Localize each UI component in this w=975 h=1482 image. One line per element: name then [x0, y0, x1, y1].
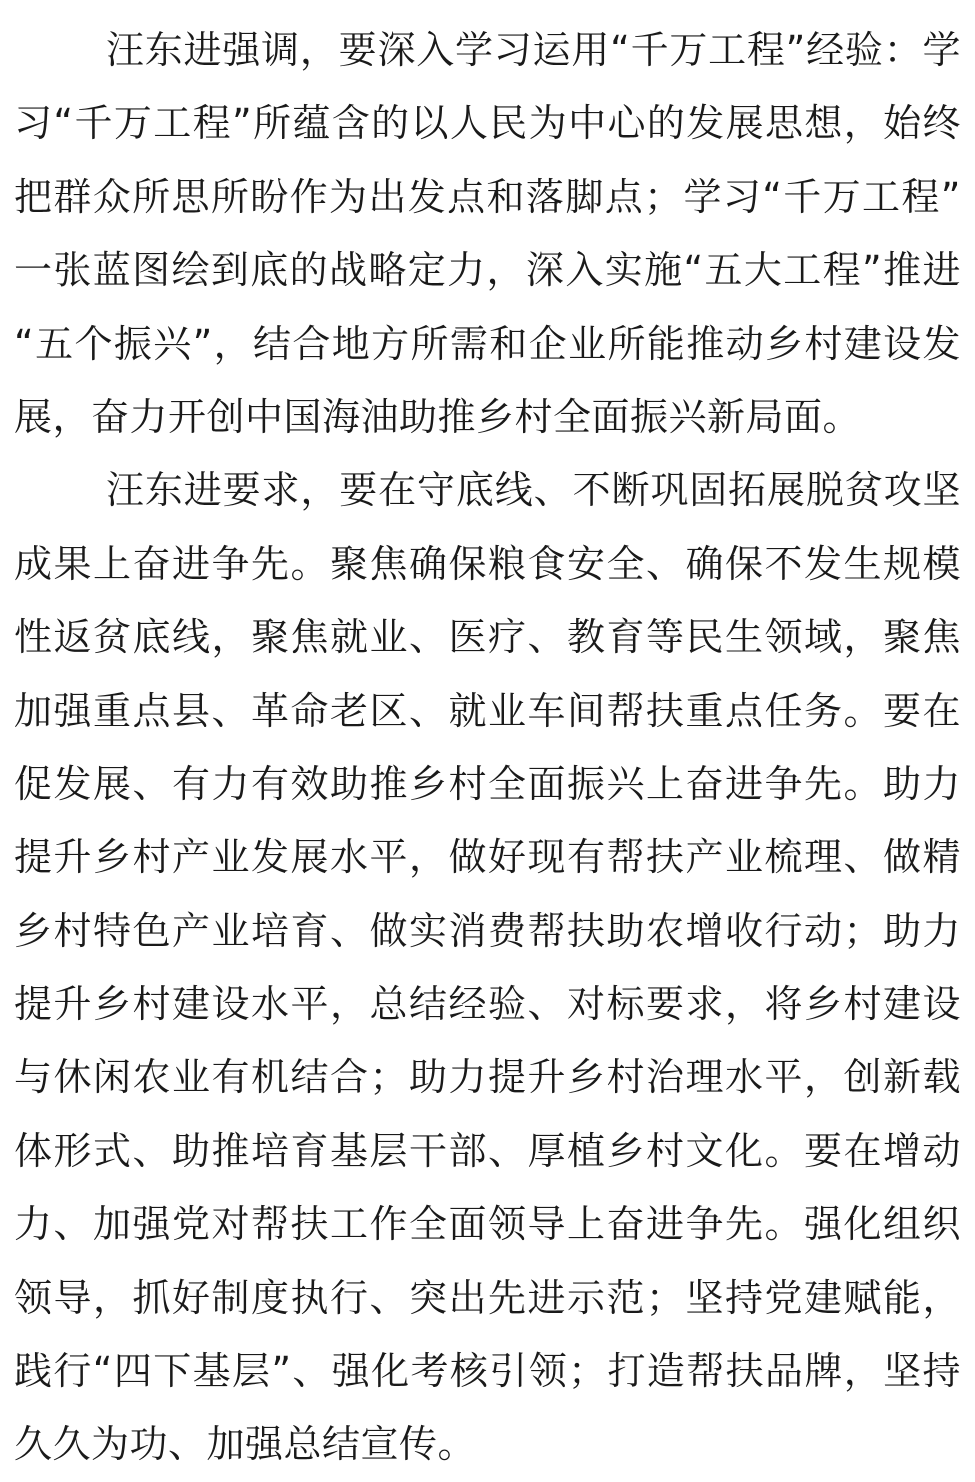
paragraph-line: 久久为功、加强总结宣传。 — [14, 1422, 477, 1467]
paragraph-1 — [14, 14, 961, 454]
paragraph-line: 领导，抓好制度执行、突出先进示范；坚持党建赋能， — [14, 1275, 961, 1320]
paragraph-line: 提升乡村产业发展水平，做好现有帮扶产业梳理、做精 — [14, 835, 961, 880]
paragraph-line: 展，奋力开创中国海油助推乡村全面振兴新局面。 — [14, 394, 862, 439]
paragraph-line: 习“千万工程”所蕴含的以人民为中心的发展思想，始终 — [14, 101, 961, 146]
paragraph-line: 践行“四下基层”、强化考核引领；打造帮扶品牌，坚持 — [14, 1349, 961, 1394]
paragraph-line: 汪东进要求，要在守底线、不断巩固拓展脱贫攻坚 — [106, 468, 961, 513]
paragraph-line: 力、加强党对帮扶工作全面领导上奋进争先。强化组织 — [14, 1202, 961, 1247]
paragraph-line: 与休闲农业有机结合；助力提升乡村治理水平，创新载 — [14, 1055, 961, 1100]
paragraph-line: 一张蓝图绘到底的战略定力，深入实施“五大工程”推进 — [14, 248, 961, 293]
paragraph-line: 把群众所思所盼作为出发点和落脚点；学习“千万工程” — [14, 174, 961, 219]
paragraph-line: 体形式、助推培育基层干部、厚植乡村文化。要在增动 — [14, 1128, 961, 1173]
paragraph-line: 乡村特色产业培育、做实消费帮扶助农增收行动；助力 — [14, 908, 961, 953]
paragraph-line: 成果上奋进争先。聚焦确保粮食安全、确保不发生规模 — [14, 541, 961, 586]
paragraph-line: 促发展、有力有效助推乡村全面振兴上奋进争先。助力 — [14, 761, 961, 806]
paragraph-line: 加强重点县、革命老区、就业车间帮扶重点任务。要在 — [14, 688, 961, 733]
paragraph-line: 提升乡村建设水平，总结经验、对标要求，将乡村建设 — [14, 982, 961, 1027]
paragraph-line: 汪东进强调，要深入学习运用“千万工程”经验：学 — [106, 28, 961, 72]
paragraph-2 — [14, 454, 961, 1481]
article-body — [14, 14, 961, 1482]
paragraph-line: “五个振兴”，结合地方所需和企业所能推动乡村建设发 — [14, 321, 961, 366]
paragraph-line: 性返贫底线，聚焦就业、医疗、教育等民生领域，聚焦 — [14, 615, 961, 660]
